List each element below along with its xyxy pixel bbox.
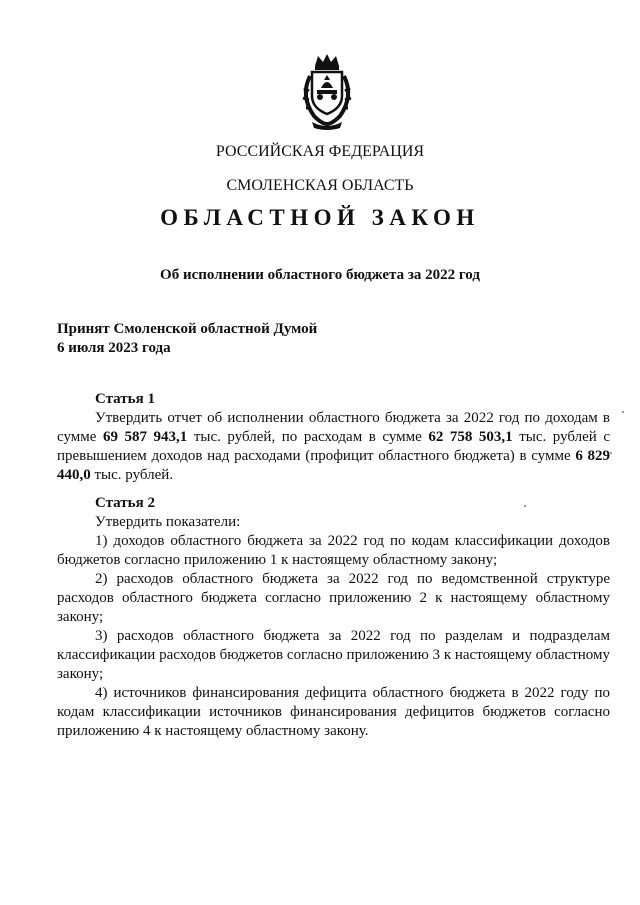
adoption-date: 6 июля 2023 года: [57, 340, 171, 356]
article-2-item: 3) расходов областного бюджета за 2022 год по разделам и подразделам классификации расходов бюджетов согласно приложению 3 к настоящему областному закону;: [57, 628, 610, 682]
article-2: [57, 494, 610, 741]
law-subject: Об исполнении областного бюджета за 2022 год: [160, 267, 480, 283]
article-2-intro: Утвердить показатели:: [95, 514, 241, 530]
scan-speck: [610, 452, 612, 454]
article-1-text-d: тыс. рублей.: [90, 467, 174, 483]
region-heading: СМОЛЕНСКАЯ ОБЛАСТЬ: [226, 177, 414, 194]
expenses-amount: 62 758 503,1: [428, 429, 513, 445]
scan-speck: [622, 411, 624, 413]
article-2-item: 1) доходов областного бюджета за 2022 год по кодам классификации доходов бюджетов согласно приложению 1 к настоящему областному закону;: [57, 533, 610, 568]
article-1-text-a: Утвердить отчет об исполнении областного бюджета за 2022 год по доходам в сумме: [57, 410, 610, 445]
article-1-title: Статья 1: [95, 391, 155, 407]
article-1-text: [57, 409, 610, 485]
income-amount: 69 587 943,1: [102, 429, 188, 445]
scan-speck: [524, 505, 526, 507]
adoption-body: Принят Смоленской областной Думой: [57, 321, 318, 337]
article-2-item: 4) источников финансирования дефицита областного бюджета в 2022 году по кодам классификации источников финансирования дефицитов бюджетов согласно приложению 4 к настоящему областному закону.: [57, 685, 610, 739]
article-1-text-b: тыс. рублей, по расходам в сумме: [187, 429, 429, 445]
document-type-title: ОБЛАСТНОЙ ЗАКОН: [160, 205, 480, 230]
adoption-block: [57, 320, 317, 358]
article-2-title: Статья 2: [95, 495, 155, 511]
article-2-item: 2) расходов областного бюджета за 2022 год по ведомственной структуре расходов областного бюджета согласно приложению 2 к настоящему областному закону;: [57, 571, 610, 625]
country-heading: РОССИЙСКАЯ ФЕДЕРАЦИЯ: [215, 143, 425, 160]
article-1: [57, 390, 610, 485]
surplus-amount: 6 829 440,0: [57, 448, 610, 483]
coat-of-arms-icon: [296, 52, 358, 130]
article-1-text-c: тыс. рублей с превышением доходов над расходами (профицит областного бюджета) в сумме: [57, 429, 611, 464]
